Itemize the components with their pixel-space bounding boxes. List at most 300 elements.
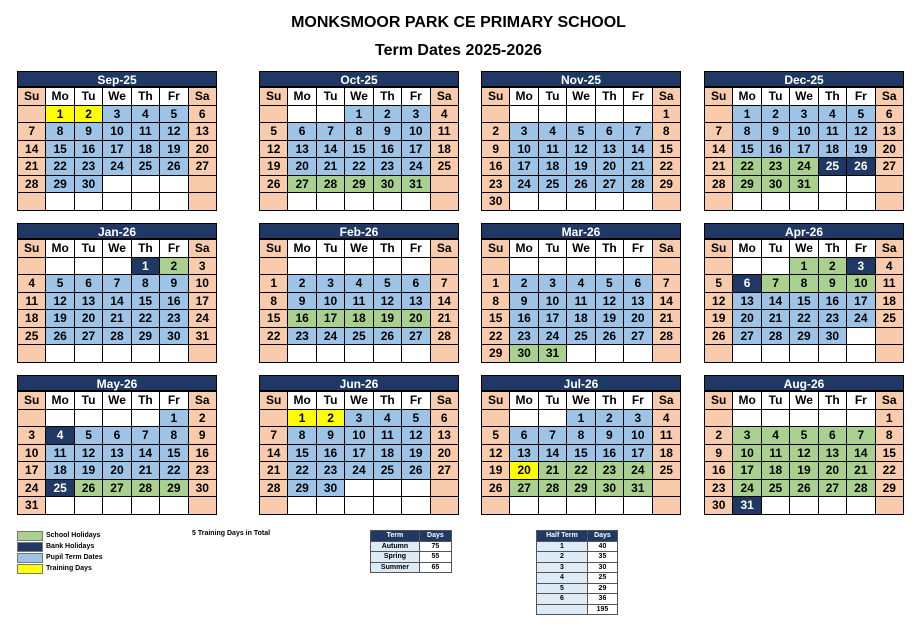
week-row xyxy=(18,497,217,515)
week-row xyxy=(260,292,459,310)
day-cell: 24 xyxy=(510,175,538,193)
weekday-label: Su xyxy=(18,88,46,106)
week-row xyxy=(482,257,681,275)
empty-cell xyxy=(18,257,46,275)
month-grid xyxy=(704,391,904,515)
day-cell: 23 xyxy=(510,327,538,345)
week-row xyxy=(260,140,459,158)
table-cell: 29 xyxy=(587,583,617,594)
day-cell: 27 xyxy=(875,158,903,176)
day-cell: 6 xyxy=(188,105,216,123)
week-row xyxy=(18,158,217,176)
week-row xyxy=(260,105,459,123)
empty-cell xyxy=(595,345,623,363)
day-cell: 4 xyxy=(761,427,789,445)
day-cell: 31 xyxy=(538,345,566,363)
week-row xyxy=(18,175,217,193)
day-cell: 9 xyxy=(74,123,102,141)
day-cell: 25 xyxy=(345,327,373,345)
weekday-label: Sa xyxy=(430,240,458,258)
month-header: May-26 xyxy=(17,375,217,391)
empty-cell xyxy=(818,193,846,211)
day-cell: 22 xyxy=(733,158,761,176)
day-cell: 5 xyxy=(567,123,595,141)
empty-cell xyxy=(160,193,188,211)
day-cell: 11 xyxy=(875,275,903,293)
month-grid xyxy=(259,87,459,211)
weekday-label: Fr xyxy=(402,392,430,410)
day-cell: 12 xyxy=(847,123,875,141)
day-cell: 5 xyxy=(482,427,510,445)
week-row xyxy=(260,175,459,193)
day-cell: 1 xyxy=(875,409,903,427)
day-cell: 6 xyxy=(510,427,538,445)
day-cell: 31 xyxy=(188,327,216,345)
week-row xyxy=(482,327,681,345)
weekday-label: Fr xyxy=(402,240,430,258)
day-cell: 23 xyxy=(482,175,510,193)
day-cell: 21 xyxy=(761,310,789,328)
day-cell: 21 xyxy=(260,462,288,480)
weekday-label: Sa xyxy=(875,392,903,410)
day-cell: 23 xyxy=(316,462,344,480)
empty-cell xyxy=(18,105,46,123)
day-cell: 30 xyxy=(482,193,510,211)
empty-cell xyxy=(46,193,74,211)
week-row xyxy=(705,105,904,123)
day-cell: 13 xyxy=(510,444,538,462)
week-row xyxy=(482,444,681,462)
day-cell: 4 xyxy=(538,123,566,141)
week-row xyxy=(18,105,217,123)
day-cell: 15 xyxy=(652,140,680,158)
day-cell: 15 xyxy=(733,140,761,158)
empty-cell xyxy=(316,105,344,123)
empty-cell xyxy=(595,497,623,515)
day-cell: 18 xyxy=(345,310,373,328)
day-cell: 12 xyxy=(402,427,430,445)
week-row xyxy=(260,275,459,293)
weekday-label: We xyxy=(790,88,818,106)
calendar-subtitle: Term Dates 2025-2026 xyxy=(375,42,542,59)
day-cell: 28 xyxy=(316,175,344,193)
week-row xyxy=(18,140,217,158)
week-row xyxy=(18,193,217,211)
day-cell: 28 xyxy=(761,327,789,345)
day-cell: 28 xyxy=(103,327,131,345)
empty-cell xyxy=(131,497,159,515)
day-cell: 14 xyxy=(624,140,652,158)
month-header: Feb-26 xyxy=(259,223,459,239)
day-cell: 8 xyxy=(160,427,188,445)
week-row xyxy=(260,158,459,176)
empty-cell xyxy=(160,497,188,515)
empty-cell xyxy=(538,105,566,123)
day-cell: 17 xyxy=(790,140,818,158)
table-row xyxy=(537,573,618,584)
week-row xyxy=(18,409,217,427)
day-cell: 29 xyxy=(790,327,818,345)
day-cell: 10 xyxy=(402,123,430,141)
empty-cell xyxy=(288,193,316,211)
empty-cell xyxy=(733,193,761,211)
empty-cell xyxy=(345,479,373,497)
empty-cell xyxy=(818,175,846,193)
day-cell: 6 xyxy=(430,409,458,427)
day-cell: 18 xyxy=(875,292,903,310)
day-cell: 13 xyxy=(595,140,623,158)
empty-cell xyxy=(761,257,789,275)
empty-cell xyxy=(510,409,538,427)
day-cell: 1 xyxy=(482,275,510,293)
month-header: Dec-25 xyxy=(704,71,904,87)
day-cell: 3 xyxy=(624,409,652,427)
empty-cell xyxy=(430,257,458,275)
weekday-label: Mo xyxy=(510,88,538,106)
week-row xyxy=(705,257,904,275)
term-days-table xyxy=(370,530,452,573)
day-cell: 11 xyxy=(345,292,373,310)
day-cell: 1 xyxy=(288,409,316,427)
day-cell: 16 xyxy=(761,140,789,158)
day-cell: 4 xyxy=(430,105,458,123)
day-cell: 2 xyxy=(316,409,344,427)
empty-cell xyxy=(103,345,131,363)
empty-cell xyxy=(705,345,733,363)
table-row xyxy=(371,552,452,563)
week-row xyxy=(18,123,217,141)
empty-cell xyxy=(373,193,401,211)
weekday-label: Sa xyxy=(188,392,216,410)
day-cell: 20 xyxy=(402,310,430,328)
weekday-label: Mo xyxy=(46,392,74,410)
month-header: Jun-26 xyxy=(259,375,459,391)
month-oct-25 xyxy=(259,71,459,211)
day-cell: 15 xyxy=(567,444,595,462)
legend-item xyxy=(17,530,103,541)
weekday-label: Th xyxy=(818,240,846,258)
day-cell: 7 xyxy=(538,427,566,445)
empty-cell xyxy=(847,497,875,515)
empty-cell xyxy=(430,193,458,211)
week-row xyxy=(705,310,904,328)
day-cell: 3 xyxy=(103,105,131,123)
empty-cell xyxy=(875,327,903,345)
empty-cell xyxy=(595,105,623,123)
day-cell: 13 xyxy=(402,292,430,310)
weekday-label: We xyxy=(345,392,373,410)
empty-cell xyxy=(567,105,595,123)
day-cell: 22 xyxy=(567,462,595,480)
day-cell: 26 xyxy=(567,175,595,193)
legend-swatch xyxy=(17,553,43,563)
empty-cell xyxy=(624,193,652,211)
day-cell: 19 xyxy=(567,158,595,176)
day-cell: 3 xyxy=(345,409,373,427)
day-cell: 27 xyxy=(402,327,430,345)
weekday-label: Mo xyxy=(288,240,316,258)
day-cell: 24 xyxy=(402,158,430,176)
table-row xyxy=(371,541,452,552)
day-cell: 4 xyxy=(18,275,46,293)
empty-cell xyxy=(705,257,733,275)
day-cell: 25 xyxy=(652,462,680,480)
empty-cell xyxy=(567,193,595,211)
day-cell: 16 xyxy=(373,140,401,158)
day-cell: 28 xyxy=(652,327,680,345)
week-row xyxy=(482,158,681,176)
empty-cell xyxy=(733,257,761,275)
empty-cell xyxy=(567,497,595,515)
day-cell: 19 xyxy=(373,310,401,328)
day-cell: 5 xyxy=(46,275,74,293)
day-cell: 17 xyxy=(188,292,216,310)
month-jun-26 xyxy=(259,375,459,515)
table-row xyxy=(537,552,618,563)
day-cell: 11 xyxy=(818,123,846,141)
weekday-label: Th xyxy=(131,392,159,410)
weekday-label: Tu xyxy=(316,392,344,410)
day-cell: 4 xyxy=(567,275,595,293)
day-cell: 8 xyxy=(131,275,159,293)
empty-cell xyxy=(595,193,623,211)
day-cell: 21 xyxy=(705,158,733,176)
day-cell: 26 xyxy=(373,327,401,345)
empty-cell xyxy=(875,345,903,363)
day-cell: 10 xyxy=(624,427,652,445)
empty-cell xyxy=(131,345,159,363)
day-cell: 27 xyxy=(733,327,761,345)
day-cell: 15 xyxy=(790,292,818,310)
empty-cell xyxy=(316,257,344,275)
day-cell: 4 xyxy=(652,409,680,427)
day-cell: 21 xyxy=(847,462,875,480)
day-cell: 10 xyxy=(510,140,538,158)
day-cell: 22 xyxy=(131,310,159,328)
day-cell: 17 xyxy=(402,140,430,158)
empty-cell xyxy=(373,497,401,515)
month-header: Apr-26 xyxy=(704,223,904,239)
day-cell: 18 xyxy=(430,140,458,158)
week-row xyxy=(705,275,904,293)
day-cell: 30 xyxy=(761,175,789,193)
weekday-label: Sa xyxy=(430,392,458,410)
weekday-label: Tu xyxy=(74,240,102,258)
weekday-label: Sa xyxy=(188,88,216,106)
empty-cell xyxy=(790,497,818,515)
month-header: Jul-26 xyxy=(481,375,681,391)
weekday-label: Fr xyxy=(402,88,430,106)
empty-cell xyxy=(345,193,373,211)
day-cell: 26 xyxy=(482,479,510,497)
day-cell: 9 xyxy=(705,444,733,462)
table-row xyxy=(537,541,618,552)
empty-cell xyxy=(510,105,538,123)
day-cell: 20 xyxy=(188,140,216,158)
day-cell: 24 xyxy=(538,327,566,345)
empty-cell xyxy=(188,175,216,193)
day-cell: 19 xyxy=(482,462,510,480)
day-cell: 6 xyxy=(402,275,430,293)
day-cell: 27 xyxy=(74,327,102,345)
day-cell: 10 xyxy=(103,123,131,141)
empty-cell xyxy=(373,479,401,497)
day-cell: 31 xyxy=(733,497,761,515)
weekday-label: Su xyxy=(18,240,46,258)
day-cell: 16 xyxy=(288,310,316,328)
day-cell: 8 xyxy=(733,123,761,141)
day-cell: 5 xyxy=(74,427,102,445)
day-cell: 19 xyxy=(790,462,818,480)
empty-cell xyxy=(74,497,102,515)
week-row xyxy=(705,427,904,445)
day-cell: 25 xyxy=(46,479,74,497)
day-cell: 16 xyxy=(595,444,623,462)
day-cell: 18 xyxy=(652,444,680,462)
empty-cell xyxy=(595,257,623,275)
month-dec-25 xyxy=(704,71,904,211)
month-grid xyxy=(259,239,459,363)
weekday-label: Fr xyxy=(847,240,875,258)
empty-cell xyxy=(260,497,288,515)
week-row xyxy=(18,257,217,275)
day-cell: 20 xyxy=(103,462,131,480)
empty-cell xyxy=(538,409,566,427)
day-cell: 14 xyxy=(430,292,458,310)
day-cell: 7 xyxy=(847,427,875,445)
day-cell: 12 xyxy=(46,292,74,310)
day-cell: 30 xyxy=(510,345,538,363)
weekday-label: Mo xyxy=(733,392,761,410)
empty-cell xyxy=(761,345,789,363)
day-cell: 28 xyxy=(624,175,652,193)
week-row xyxy=(705,345,904,363)
day-cell: 20 xyxy=(288,158,316,176)
empty-cell xyxy=(652,257,680,275)
table-cell: Autumn xyxy=(371,541,420,552)
day-cell: 23 xyxy=(595,462,623,480)
day-cell: 7 xyxy=(18,123,46,141)
day-cell: 15 xyxy=(46,140,74,158)
day-cell: 10 xyxy=(18,444,46,462)
empty-cell xyxy=(260,257,288,275)
day-cell: 13 xyxy=(288,140,316,158)
day-cell: 2 xyxy=(160,257,188,275)
day-cell: 12 xyxy=(482,444,510,462)
empty-cell xyxy=(705,409,733,427)
day-cell: 23 xyxy=(818,310,846,328)
weekday-label: Sa xyxy=(652,392,680,410)
day-cell: 13 xyxy=(624,292,652,310)
empty-cell xyxy=(482,497,510,515)
day-cell: 17 xyxy=(345,444,373,462)
table-cell xyxy=(537,604,588,615)
table-cell: 65 xyxy=(419,562,451,573)
day-cell: 19 xyxy=(595,310,623,328)
day-cell: 26 xyxy=(790,479,818,497)
empty-cell xyxy=(288,497,316,515)
empty-cell xyxy=(260,345,288,363)
day-cell: 21 xyxy=(538,462,566,480)
day-cell: 12 xyxy=(160,123,188,141)
table-row xyxy=(371,562,452,573)
weekday-label: Mo xyxy=(288,392,316,410)
table-cell: 5 xyxy=(537,583,588,594)
day-cell: 31 xyxy=(18,497,46,515)
week-row xyxy=(260,310,459,328)
day-cell: 2 xyxy=(74,105,102,123)
day-cell: 31 xyxy=(402,175,430,193)
empty-cell xyxy=(652,193,680,211)
day-cell: 21 xyxy=(652,310,680,328)
day-cell: 4 xyxy=(46,427,74,445)
empty-cell xyxy=(103,175,131,193)
day-cell: 2 xyxy=(595,409,623,427)
day-cell: 25 xyxy=(761,479,789,497)
month-jan-26 xyxy=(17,223,217,363)
day-cell: 13 xyxy=(188,123,216,141)
day-cell: 8 xyxy=(482,292,510,310)
day-cell: 7 xyxy=(260,427,288,445)
month-apr-26 xyxy=(704,223,904,363)
empty-cell xyxy=(847,345,875,363)
weekday-label: Th xyxy=(818,392,846,410)
weekday-label: Sa xyxy=(652,88,680,106)
day-cell: 5 xyxy=(373,275,401,293)
day-cell: 25 xyxy=(18,327,46,345)
week-row xyxy=(705,409,904,427)
day-cell: 6 xyxy=(733,275,761,293)
empty-cell xyxy=(18,409,46,427)
day-cell: 12 xyxy=(373,292,401,310)
day-cell: 21 xyxy=(131,462,159,480)
day-cell: 9 xyxy=(288,292,316,310)
empty-cell xyxy=(875,193,903,211)
day-cell: 20 xyxy=(595,158,623,176)
month-header: Jan-26 xyxy=(17,223,217,239)
week-row xyxy=(482,345,681,363)
table-header-cell: Half Term xyxy=(537,531,588,542)
empty-cell xyxy=(624,105,652,123)
week-row xyxy=(482,275,681,293)
week-row xyxy=(260,123,459,141)
day-cell: 21 xyxy=(18,158,46,176)
weekday-label: Tu xyxy=(761,240,789,258)
day-cell: 3 xyxy=(847,257,875,275)
empty-cell xyxy=(482,257,510,275)
day-cell: 30 xyxy=(595,479,623,497)
day-cell: 14 xyxy=(538,444,566,462)
empty-cell xyxy=(818,497,846,515)
day-cell: 13 xyxy=(818,444,846,462)
day-cell: 13 xyxy=(430,427,458,445)
day-cell: 14 xyxy=(18,140,46,158)
day-cell: 29 xyxy=(131,327,159,345)
weekday-label: We xyxy=(345,88,373,106)
day-cell: 19 xyxy=(46,310,74,328)
day-cell: 23 xyxy=(74,158,102,176)
weekday-label: Mo xyxy=(510,392,538,410)
legend-label: Bank Holidays xyxy=(46,543,95,550)
day-cell: 17 xyxy=(510,158,538,176)
day-cell: 6 xyxy=(103,427,131,445)
empty-cell xyxy=(624,497,652,515)
day-cell: 7 xyxy=(316,123,344,141)
empty-cell xyxy=(652,479,680,497)
day-cell: 8 xyxy=(652,123,680,141)
empty-cell xyxy=(160,175,188,193)
day-cell: 12 xyxy=(567,140,595,158)
